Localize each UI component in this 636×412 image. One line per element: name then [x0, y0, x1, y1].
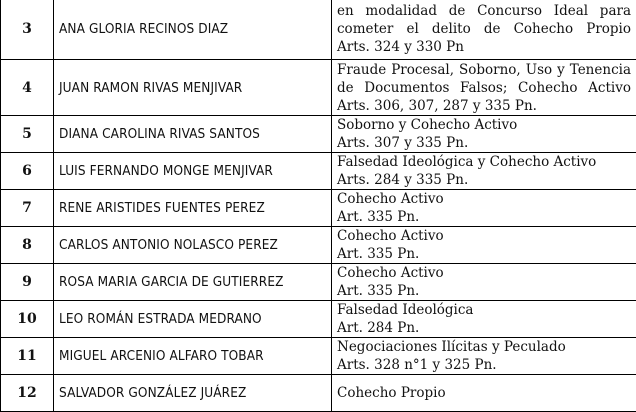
table-row — [1, 338, 636, 375]
defendant-name: SALVADOR GONZÁLEZ JUÁREZ — [54, 375, 332, 412]
defendant-name: LUIS FERNANDO MONGE MENJIVAR — [54, 153, 332, 190]
defendant-name: LEO ROMÁN ESTRADA MEDRANO — [54, 301, 332, 338]
defendant-name: ROSA MARIA GARCIA DE GUTIERREZ — [54, 264, 332, 301]
defendant-name: JUAN RAMON RIVAS MENJIVAR — [54, 60, 332, 116]
defendant-name: MIGUEL ARCENIO ALFARO TOBAR — [54, 338, 332, 375]
row-number: 10 — [1, 301, 54, 338]
crime-line: de Documentos Falsos; Cohecho Activo — [337, 79, 631, 97]
defendant-name: CARLOS ANTONIO NOLASCO PEREZ — [54, 227, 332, 264]
crime-line: cometer el delito de Cohecho Propio — [337, 20, 631, 38]
crime-line: Falsedad Ideológica — [337, 301, 631, 319]
row-number: 7 — [1, 190, 54, 227]
table-row — [1, 190, 636, 227]
defendant-name: DIANA CAROLINA RIVAS SANTOS — [54, 116, 332, 153]
row-number: 9 — [1, 264, 54, 301]
crime-cell — [332, 60, 636, 116]
crime-cell — [332, 0, 636, 60]
crime-line: Arts. 284 y 335 Pn. — [337, 171, 631, 189]
table-row — [1, 264, 636, 301]
row-number: 6 — [1, 153, 54, 190]
table-row — [1, 375, 636, 412]
table-row — [1, 0, 636, 60]
crime-line: Falsedad Ideológica y Cohecho Activo — [337, 153, 631, 171]
crime-line: Cohecho Propio — [337, 384, 631, 402]
table-row — [1, 227, 636, 264]
crime-cell — [332, 301, 636, 338]
crime-line: Fraude Procesal, Soborno, Uso y Tenencia — [337, 61, 631, 79]
crime-line: Arts. 324 y 330 Pn — [337, 38, 631, 56]
crime-line: Soborno y Cohecho Activo — [337, 116, 631, 134]
row-number: 11 — [1, 338, 54, 375]
crime-line: Arts. 328 n°1 y 325 Pn. — [337, 356, 631, 374]
row-number: 12 — [1, 375, 54, 412]
row-number: 8 — [1, 227, 54, 264]
crime-cell — [332, 227, 636, 264]
crime-line: Arts. 306, 307, 287 y 335 Pn. — [337, 97, 631, 115]
crime-line: Art. 335 Pn. — [337, 282, 631, 300]
row-number: 3 — [1, 0, 54, 60]
crime-line: Cohecho Activo — [337, 227, 631, 245]
crime-line: Art. 284 Pn. — [337, 319, 631, 337]
crime-line: Art. 335 Pn. — [337, 208, 631, 226]
table-row — [1, 153, 636, 190]
row-number: 4 — [1, 60, 54, 116]
table-row — [1, 60, 636, 116]
table-row — [1, 116, 636, 153]
crime-line: en modalidad de Concurso Ideal para — [337, 2, 631, 20]
table-body — [1, 0, 636, 412]
crime-cell — [332, 264, 636, 301]
row-number: 5 — [1, 116, 54, 153]
crime-cell — [332, 153, 636, 190]
crime-line: Cohecho Activo — [337, 190, 631, 208]
crime-cell — [332, 116, 636, 153]
crime-line: Arts. 307 y 335 Pn. — [337, 134, 631, 152]
table-row — [1, 301, 636, 338]
crime-cell — [332, 375, 636, 412]
crime-line: Art. 335 Pn. — [337, 245, 631, 263]
defendant-name: ANA GLORIA RECINOS DIAZ — [54, 0, 332, 60]
crime-line: Cohecho Activo — [337, 264, 631, 282]
crime-line: Negociaciones Ilícitas y Peculado — [337, 338, 631, 356]
crime-cell — [332, 338, 636, 375]
crime-cell — [332, 190, 636, 227]
defendant-name: RENE ARISTIDES FUENTES PEREZ — [54, 190, 332, 227]
